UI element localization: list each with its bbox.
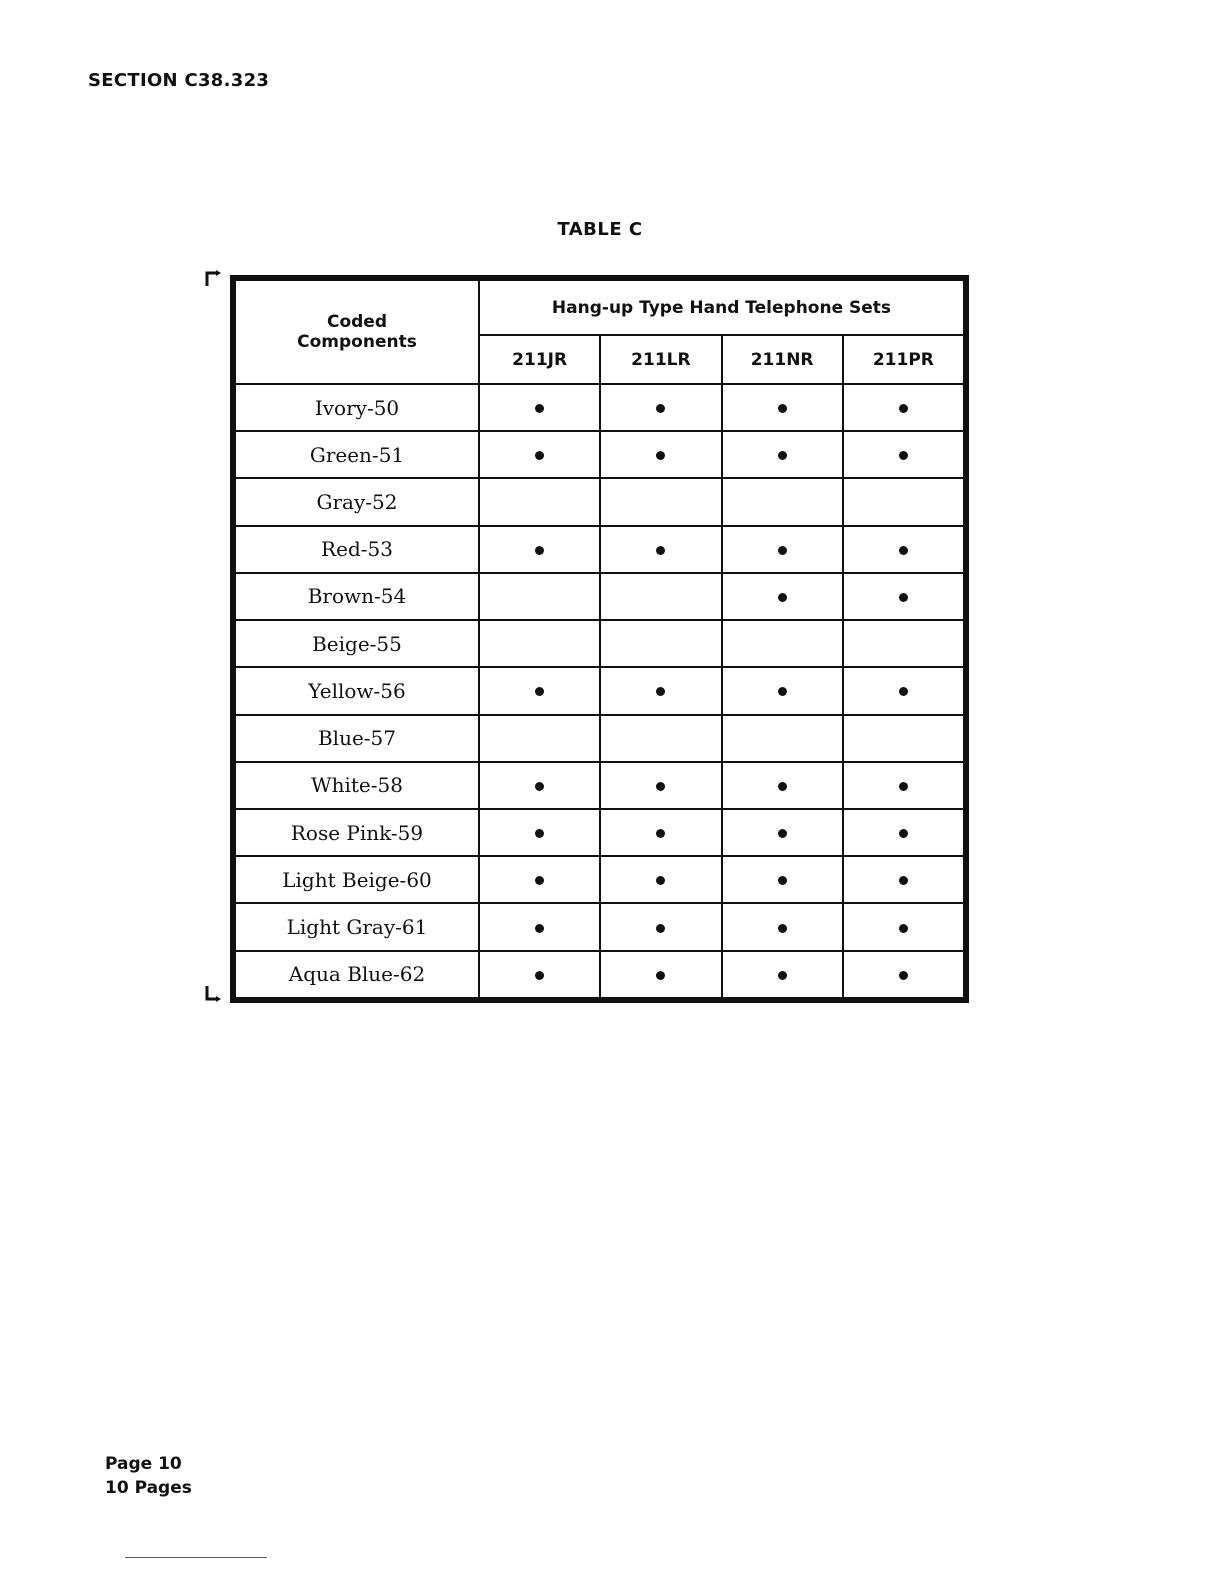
- page-count: 10 Pages: [105, 1478, 192, 1498]
- availability-dot-icon: [899, 404, 908, 413]
- set-header-211lr: 211LR: [600, 335, 721, 384]
- availability-dot-icon: [535, 971, 544, 980]
- table-row: [235, 526, 964, 573]
- component-name: Beige-55: [235, 620, 479, 667]
- footer-rule: [125, 1557, 267, 1558]
- table-row: [235, 762, 964, 809]
- availability-dot-icon: [778, 876, 787, 885]
- availability-cell: [843, 715, 964, 762]
- component-name: Yellow-56: [235, 667, 479, 714]
- page-number: Page 10: [105, 1454, 182, 1474]
- table-row: [235, 667, 964, 714]
- availability-cell: [843, 431, 964, 478]
- availability-dot-icon: [778, 924, 787, 933]
- availability-dot-icon: [656, 924, 665, 933]
- availability-cell: [843, 526, 964, 573]
- component-name: Gray-52: [235, 478, 479, 525]
- component-name: Light Gray-61: [235, 903, 479, 950]
- availability-cell: [722, 620, 843, 667]
- availability-cell: [479, 856, 600, 903]
- availability-dot-icon: [778, 546, 787, 555]
- availability-cell: [479, 903, 600, 950]
- availability-cell: [843, 809, 964, 856]
- telephone-sets-group-header: Hang-up Type Hand Telephone Sets: [479, 280, 964, 335]
- availability-cell: [843, 478, 964, 525]
- availability-cell: [843, 951, 964, 998]
- table-body: [235, 384, 964, 998]
- availability-cell: [600, 431, 721, 478]
- availability-dot-icon: [899, 782, 908, 791]
- change-start-marker-icon: [204, 270, 222, 286]
- availability-dot-icon: [778, 404, 787, 413]
- availability-cell: [479, 667, 600, 714]
- availability-cell: [843, 667, 964, 714]
- availability-cell: [722, 856, 843, 903]
- availability-dot-icon: [656, 546, 665, 555]
- table-row: [235, 809, 964, 856]
- component-name: White-58: [235, 762, 479, 809]
- availability-cell: [722, 762, 843, 809]
- availability-cell: [600, 478, 721, 525]
- set-header-211pr: 211PR: [843, 335, 964, 384]
- availability-dot-icon: [656, 829, 665, 838]
- availability-cell: [722, 951, 843, 998]
- availability-dot-icon: [656, 971, 665, 980]
- availability-cell: [600, 809, 721, 856]
- availability-dot-icon: [778, 451, 787, 460]
- availability-cell: [722, 903, 843, 950]
- coded-components-table-frame: [230, 275, 969, 1003]
- availability-dot-icon: [899, 451, 908, 460]
- section-number: SECTION C38.323: [88, 70, 270, 91]
- availability-dot-icon: [778, 971, 787, 980]
- availability-cell: [600, 903, 721, 950]
- availability-dot-icon: [656, 404, 665, 413]
- availability-cell: [843, 384, 964, 431]
- coded-components-header: [235, 280, 479, 384]
- availability-cell: [600, 667, 721, 714]
- availability-cell: [722, 526, 843, 573]
- availability-dot-icon: [535, 782, 544, 791]
- availability-cell: [479, 384, 600, 431]
- availability-cell: [479, 573, 600, 620]
- table-row: [235, 573, 964, 620]
- change-end-marker-icon: [204, 986, 222, 1002]
- availability-dot-icon: [535, 829, 544, 838]
- availability-dot-icon: [535, 546, 544, 555]
- component-name: Light Beige-60: [235, 856, 479, 903]
- availability-cell: [600, 384, 721, 431]
- availability-cell: [843, 903, 964, 950]
- table-row: [235, 384, 964, 431]
- availability-cell: [600, 762, 721, 809]
- availability-cell: [722, 715, 843, 762]
- availability-dot-icon: [899, 687, 908, 696]
- coded-components-header-line-2: Components: [297, 332, 417, 352]
- availability-cell: [722, 431, 843, 478]
- availability-cell: [479, 762, 600, 809]
- availability-dot-icon: [535, 924, 544, 933]
- availability-cell: [600, 573, 721, 620]
- availability-cell: [479, 620, 600, 667]
- table-row: [235, 856, 964, 903]
- availability-cell: [600, 620, 721, 667]
- availability-cell: [722, 573, 843, 620]
- table-title: TABLE C: [557, 219, 643, 240]
- availability-dot-icon: [778, 687, 787, 696]
- table-row: [235, 620, 964, 667]
- availability-dot-icon: [656, 782, 665, 791]
- availability-dot-icon: [535, 451, 544, 460]
- availability-cell: [479, 478, 600, 525]
- availability-dot-icon: [656, 687, 665, 696]
- table-row: [235, 431, 964, 478]
- availability-dot-icon: [899, 876, 908, 885]
- availability-cell: [479, 809, 600, 856]
- component-name: Green-51: [235, 431, 479, 478]
- availability-cell: [722, 384, 843, 431]
- availability-dot-icon: [778, 593, 787, 602]
- table-row: [235, 951, 964, 998]
- availability-cell: [600, 715, 721, 762]
- component-name: Brown-54: [235, 573, 479, 620]
- availability-dot-icon: [899, 971, 908, 980]
- component-name: Ivory-50: [235, 384, 479, 431]
- availability-cell: [479, 526, 600, 573]
- table-row: [235, 903, 964, 950]
- coded-components-table: [234, 279, 965, 999]
- availability-dot-icon: [535, 687, 544, 696]
- availability-cell: [843, 762, 964, 809]
- table-row: [235, 715, 964, 762]
- page-footer: [105, 1452, 192, 1500]
- availability-cell: [600, 856, 721, 903]
- availability-dot-icon: [778, 782, 787, 791]
- component-name: Blue-57: [235, 715, 479, 762]
- availability-dot-icon: [899, 924, 908, 933]
- availability-dot-icon: [535, 876, 544, 885]
- availability-cell: [722, 809, 843, 856]
- coded-components-header-line-1: Coded: [326, 312, 388, 332]
- availability-cell: [722, 478, 843, 525]
- availability-dot-icon: [656, 876, 665, 885]
- set-header-211jr: 211JR: [479, 335, 600, 384]
- component-name: Rose Pink-59: [235, 809, 479, 856]
- availability-dot-icon: [535, 404, 544, 413]
- set-header-211nr: 211NR: [722, 335, 843, 384]
- availability-cell: [479, 951, 600, 998]
- availability-dot-icon: [899, 593, 908, 602]
- availability-dot-icon: [656, 451, 665, 460]
- availability-dot-icon: [899, 829, 908, 838]
- availability-cell: [843, 573, 964, 620]
- availability-cell: [722, 667, 843, 714]
- availability-cell: [843, 620, 964, 667]
- availability-cell: [600, 526, 721, 573]
- availability-cell: [479, 715, 600, 762]
- table-row: [235, 478, 964, 525]
- availability-dot-icon: [778, 829, 787, 838]
- availability-cell: [600, 951, 721, 998]
- component-name: Red-53: [235, 526, 479, 573]
- availability-dot-icon: [899, 546, 908, 555]
- availability-cell: [479, 431, 600, 478]
- component-name: Aqua Blue-62: [235, 951, 479, 998]
- availability-cell: [843, 856, 964, 903]
